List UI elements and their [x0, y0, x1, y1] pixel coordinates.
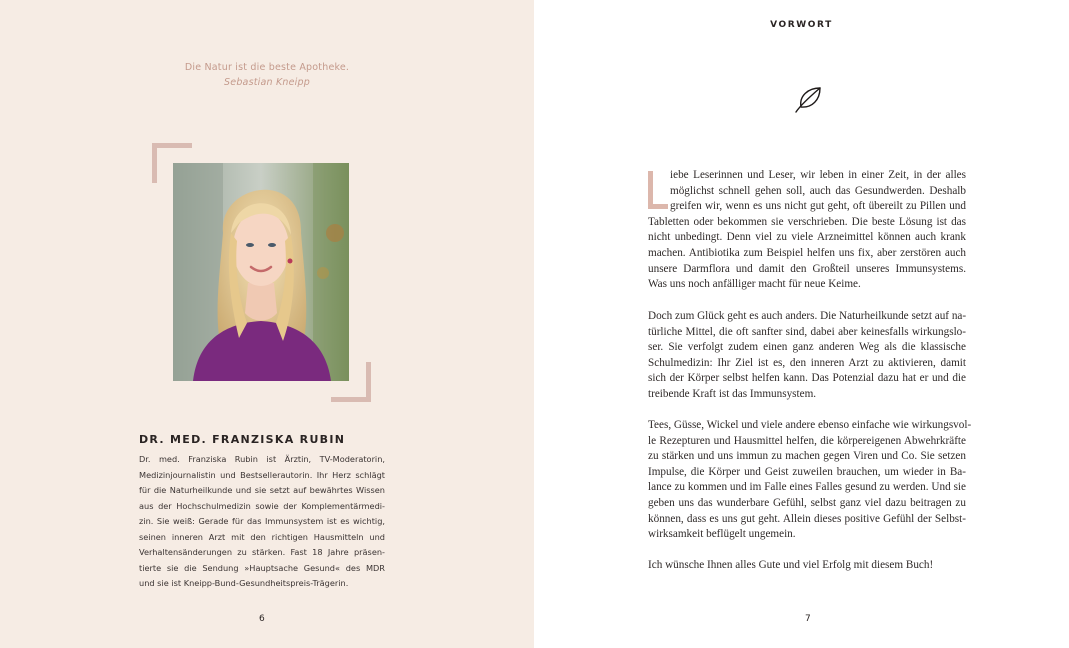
- frame-corner-top-left-vertical: [152, 143, 157, 183]
- text-line: Tabletten oder bekommen sie verschrieben. Die beste Lösung ist das: [648, 215, 966, 228]
- text-line: geben uns das wunderbare Gefühl, selbst ganz viel dazu beitragen zu: [648, 496, 966, 509]
- frame-corner-top-left: [152, 143, 192, 148]
- bio-line: für die Naturheilkunde und sie setzt auf bewährtes Wissen: [139, 485, 385, 495]
- paragraph: [648, 309, 966, 403]
- bio-line: zin. Sie weiß: Gerade für das Immunsystem ist es wichtig,: [139, 516, 385, 526]
- paragraph: [648, 418, 972, 543]
- bio-line: Medizinjournalistin und Bestsellerautorin. Ihr Herz schlägt: [139, 469, 385, 480]
- text-line: nicht unbedingt. Denn viel zu viele Arzneimittel können auch krank: [648, 231, 966, 244]
- text-line: möglichst schnell gehen soll, auch das Gesundwerden. Deshalb: [670, 184, 966, 197]
- text-line: Tees, Güsse, Wickel und viele andere ebenso einfache wie wirkungsvol-: [648, 419, 972, 431]
- text-line: lance zu kommen und im Falle eines Falles gesund zu werden. Und sie: [648, 481, 966, 494]
- text-line: greifen wir, wenn es uns nicht gut geht, oft übereilt zu Pillen und: [670, 200, 966, 213]
- author-name: DR. MED. FRANZISKA RUBIN: [139, 433, 346, 446]
- text-line: sich der Körper selbst helfen kann. Das Potenzial dazu hat er und die: [648, 372, 966, 385]
- paragraph: [648, 168, 966, 293]
- text-line: machen. Antibiotika zum Beispiel helfen uns fix, aber zerstören auch: [648, 246, 966, 259]
- text-line: zu stärken und uns immun zu machen gegen Viren und Co. Sie setzen: [648, 450, 966, 463]
- text-line: türliche Mittel, die oft sanfter sind, dabei aber keinesfalls wirkungslo-: [648, 325, 966, 338]
- bio-line: Verhaltensänderungen zu stärken. Fast 18 Jahre präsen-: [139, 547, 385, 557]
- quote-text: Die Natur ist die beste Apotheke.: [184, 62, 350, 73]
- text-line: Schulmedizin: Ihr Ziel ist es, den inneren Arzt zu aktivieren, damit: [648, 356, 966, 369]
- bio-line: aus der Hochschulmedizin sowie der Komplementärmedi-: [139, 500, 385, 511]
- text-line: ser. Sie verfolgt zudem einen ganz anderen Weg als die klassische: [648, 341, 966, 354]
- paragraph: [648, 558, 966, 574]
- text-line: können, dass es uns gut geht. Allein dieses positive Gefühl der Selbst-: [648, 512, 966, 525]
- text-line: Doch zum Glück geht es auch anders. Die Naturheilkunde setzt auf na-: [648, 310, 967, 322]
- text-line: Ich wünsche Ihnen alles Gute und viel Erfolg mit diesem Buch!: [648, 559, 934, 571]
- bio-line: seinen inneren Arzt mit den richtigen Hausmitteln und: [139, 531, 385, 542]
- text-line: Impulse, die Körper und Geist zuweilen brauchen, um wieder in Ba-: [648, 465, 966, 478]
- page-number-left: 6: [259, 614, 265, 624]
- text-line: unsere Darmflora und damit den Großteil unseres Immunsystems.: [648, 262, 966, 275]
- quote-attribution: Sebastian Kneipp: [224, 77, 310, 88]
- author-photo: [173, 163, 349, 381]
- text-line: le Rezepturen und Hausmittel helfen, die körpereigenen Abwehrkräfte: [648, 434, 966, 447]
- text-line: wirksamkeit beflügelt ungemein.: [648, 528, 796, 541]
- text-line: treibende Kraft ist das Immunsystem.: [648, 387, 817, 400]
- text-line: Was uns noch anfälliger macht für neue Keime.: [648, 278, 861, 291]
- bio-line: und sie ist Kneipp-Bund-Gesundheitspreis-Trägerin.: [139, 578, 349, 588]
- leaf-icon: [790, 84, 826, 116]
- section-title: VORWORT: [770, 20, 833, 30]
- frame-corner-bottom-right: [331, 397, 371, 402]
- bio-line: Dr. med. Franziska Rubin ist Ärztin, TV-Moderatorin,: [139, 454, 385, 464]
- frame-corner-bottom-right-vertical: [366, 362, 371, 402]
- text-line: iebe Leserinnen und Leser, wir leben in einer Zeit, in der alles: [670, 169, 966, 181]
- bio-line: tierte sie die Sendung »Hauptsache Gesund« des MDR: [139, 562, 385, 573]
- author-bio: [139, 452, 385, 592]
- page-number-right: 7: [805, 614, 811, 624]
